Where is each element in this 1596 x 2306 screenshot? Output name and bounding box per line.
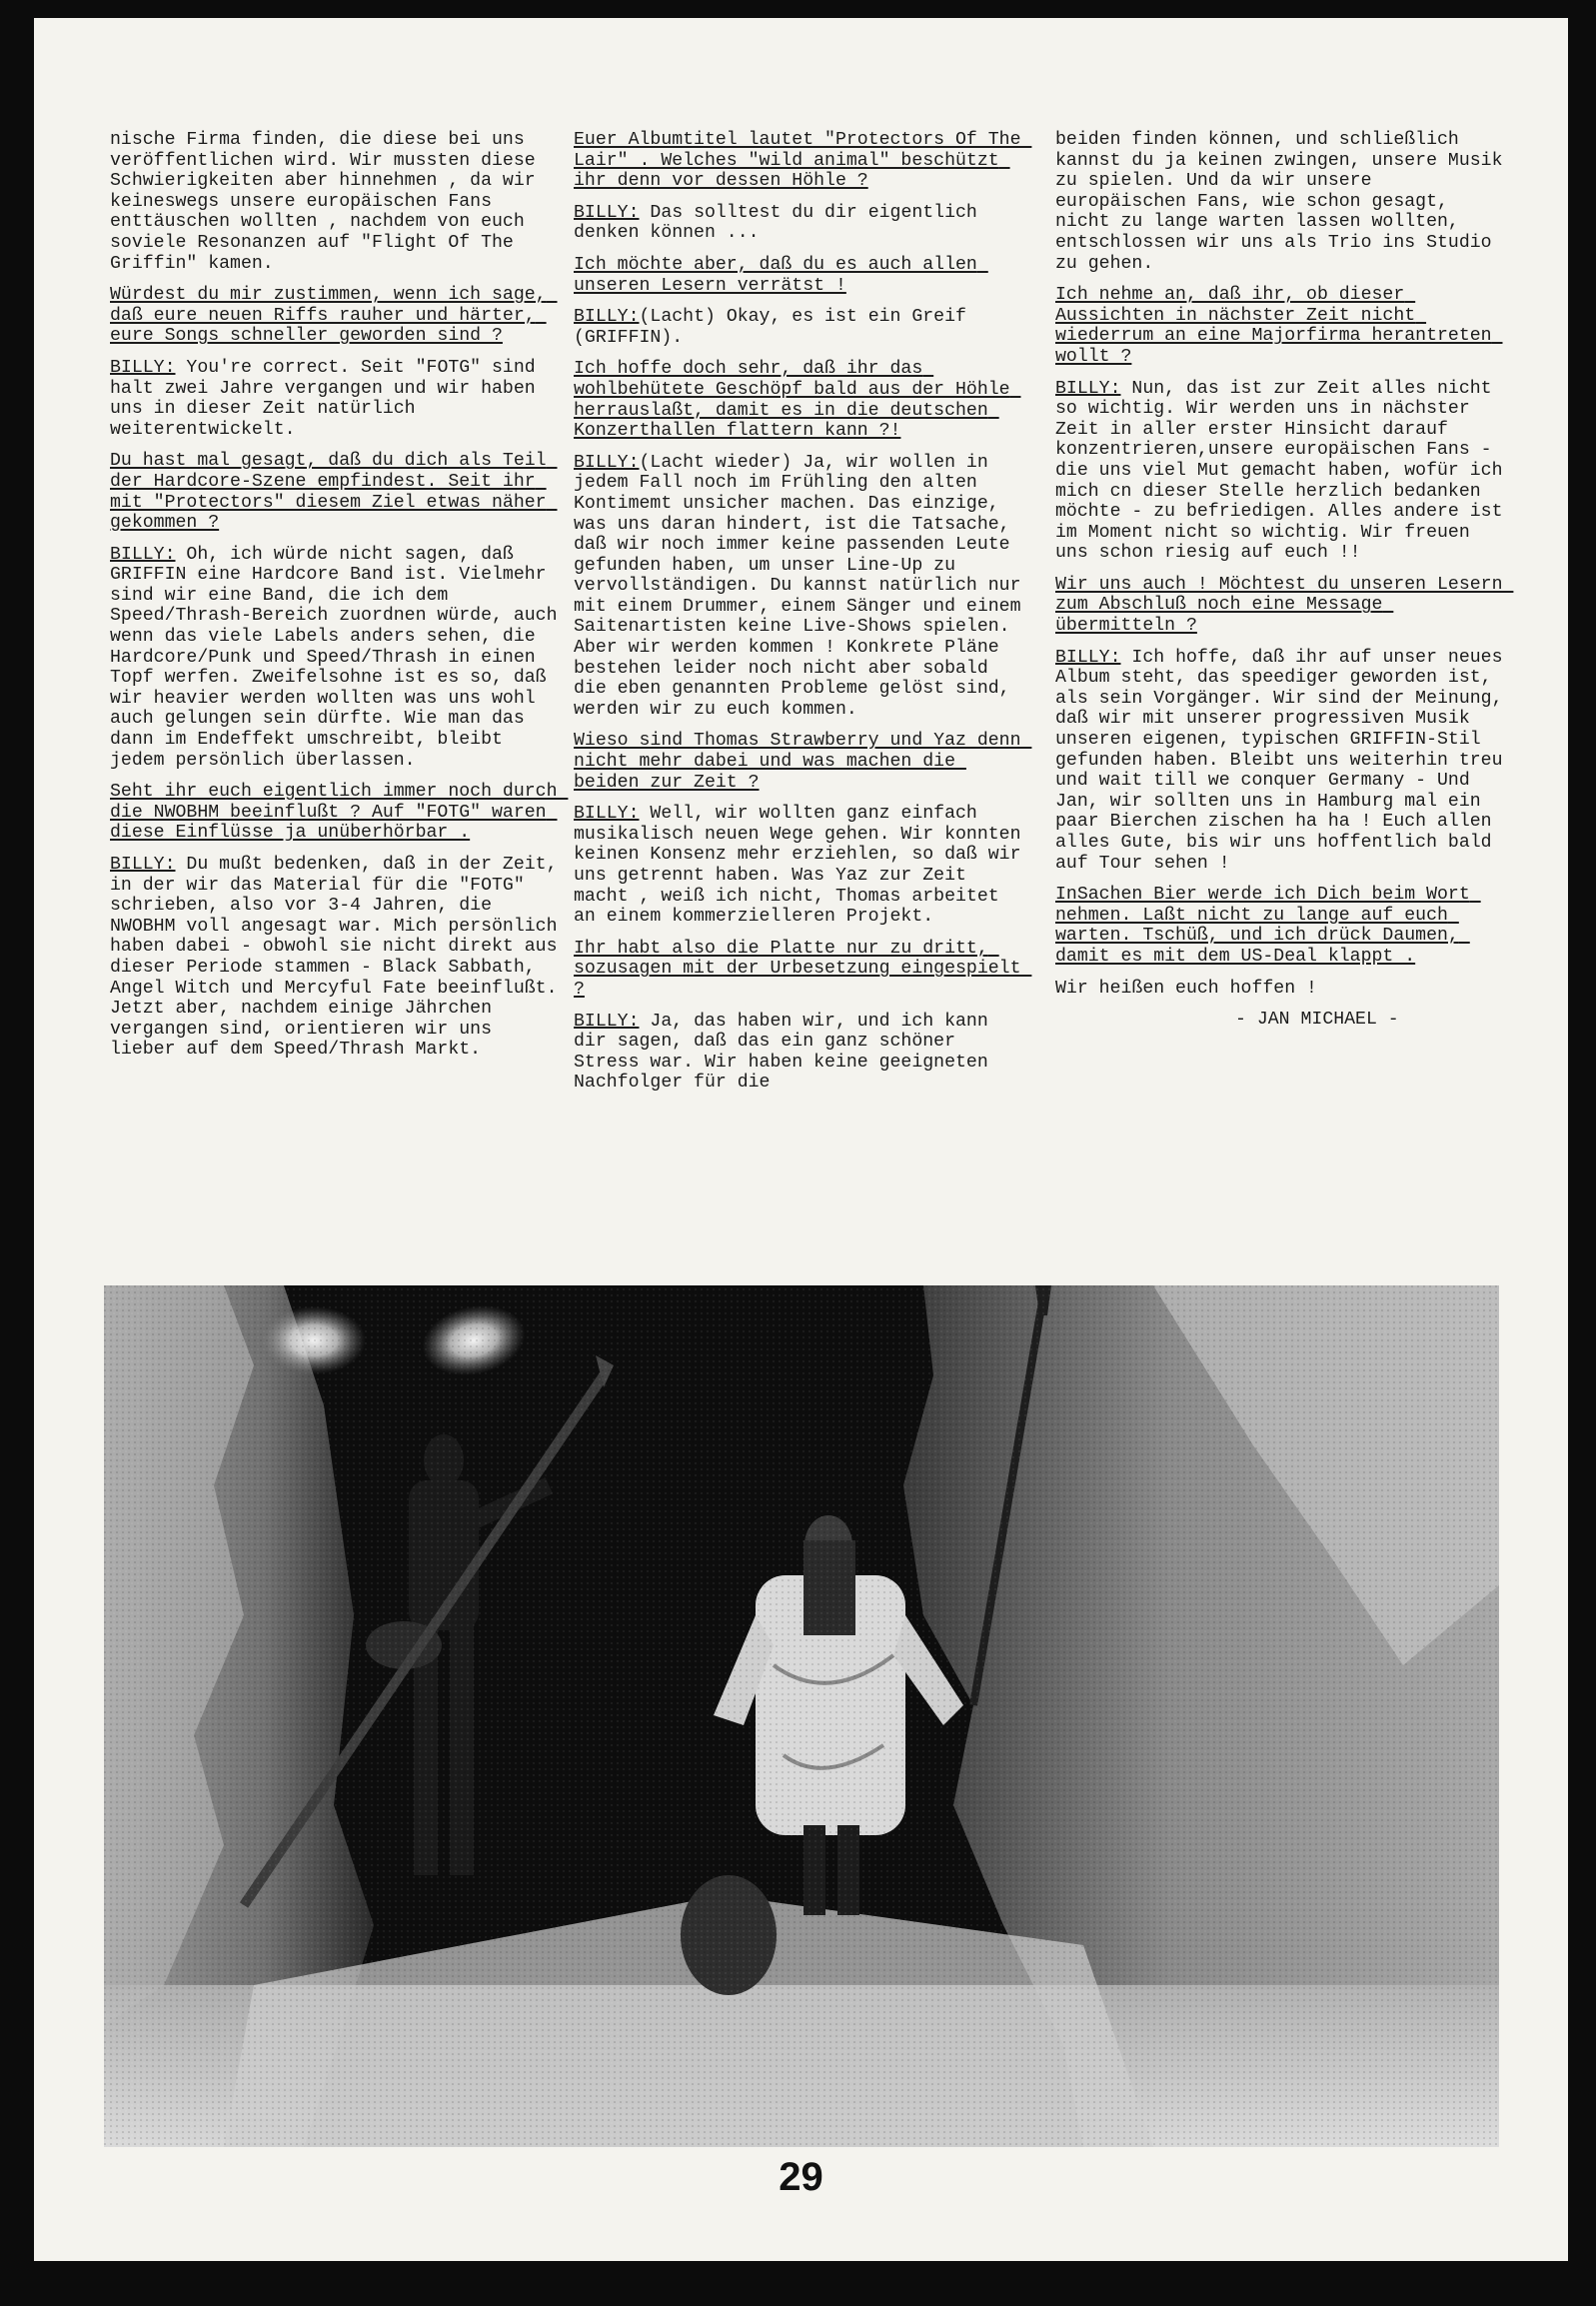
speaker-label: BILLY: — [1055, 647, 1121, 668]
paragraph-text: Seht ihr euch eigentlich immer noch durch die NWOBHM beeinflußt ? Auf "FOTG" waren diese Einflüsse ja unüberhörbar . — [110, 782, 569, 844]
speaker-label: BILLY: — [110, 357, 176, 378]
interview-question — [574, 359, 1025, 441]
speaker-label: BILLY: — [574, 307, 640, 328]
interview-answer — [574, 1012, 1025, 1094]
magazine-page — [34, 18, 1568, 2261]
interview-question — [110, 782, 569, 844]
interview-answer — [574, 203, 1025, 244]
paragraph-text: nische Firma finden, die diese bei uns veröffentlichen wird. Wir mussten diese Schwierigkeiten aber hinnehmen , da wir keineswegs unsere europäischen Fans enttäuschen wollten , nachdem von euch soviele Resonanzen auf "Flight Of The Griffin" kamen. — [110, 130, 547, 274]
band-photo-cave — [104, 1285, 1499, 2147]
paragraph-text: Wir heißen euch hoffen ! — [1055, 978, 1317, 999]
interview-question — [574, 731, 1032, 793]
interview-answer — [574, 307, 1025, 348]
paragraph-text: Ich nehme an, daß ihr, ob dieser Aussichten in nächster Zeit nicht wiederrum an eine Majorfirma herantreten wollt ? — [1055, 285, 1503, 367]
speaker-label: BILLY: — [110, 544, 176, 565]
article-column-2 — [574, 130, 1032, 1105]
paragraph-text: Ihr habt also die Platte nur zu dritt, sozusagen mit der Urbesetzung eingespielt ? — [574, 938, 1032, 1000]
interview-question — [574, 255, 1025, 296]
interview-answer — [1055, 378, 1514, 564]
article-columns — [110, 130, 1514, 1269]
paragraph-text: Ich hoffe, daß ihr auf unser neues Album steht, das speediger geworden ist, als sein Vorgänger. Wir sind der Meinung, daß wir mit unserer progressiven Musik unseren eigenen, typischen GRIFFIN-Stil gefunden haben. Bleibt uns weiterhin treu und wait till we conquer Germany - Und Jan, wir sollten uns in Hamburg mal ein paar Bierchen zischen ha ha ! Euch allen alles Gute, bis wir uns hoffentlich bald auf Tour sehen ! — [1055, 647, 1514, 874]
paragraph-text: Oh, ich würde nicht sagen, daß GRIFFIN eine Hardcore Band ist. Vielmehr sind wir eine Band, die ich dem Speed/Thrash-Bereich zuordnen würde, auch wenn das viele Labels anders sehen, die Hardcore/Punk und Speed/Thrash in einen Topf werfen. Zweifelsohne ist es so, daß wir heavier werden wollten was uns wohl auch gelungen sein dürfte. Wie man das dann im Endeffekt umschreibt, bleibt jedem persönlich überlassen. — [110, 544, 569, 771]
speaker-label: BILLY: — [1055, 378, 1121, 399]
interview-question — [1055, 885, 1507, 967]
interview-answer — [1055, 979, 1507, 1000]
paragraph-text: beiden finden können, und schließlich kannst du ja keinen zwingen, unsere Musik zu spielen. Und da wir unsere europäischen Fans, wie schon gesagt, nicht zu lange warten lassen wollten, entschlossen wir uns als Trio ins Studio zu gehen. — [1055, 130, 1514, 274]
paragraph-text: Du mußt bedenken, daß in der Zeit, in der wir das Material für die "FOTG" schrieben, also vor 3-4 Jahren, die NWOBHM voll angesagt war. Mich persönlich haben dabei - obwohl sie nicht direkt aus dieser Periode stammen - Black Sabbath, Angel Witch und Mercyful Fate beeinflußt. Jetzt aber, nachdem einige Jährchen vergangen sind, orientieren wir uns lieber auf dem Speed/Thrash Markt. — [110, 855, 569, 1061]
interview-answer — [110, 130, 562, 274]
interview-question — [574, 938, 1032, 1001]
paragraph-text: Ich hoffe doch sehr, daß ihr das wohlbehütete Geschöpf bald aus der Höhle herrauslaßt, damit es in die deutschen Konzerthallen flattern kann ?! — [574, 359, 1021, 442]
paragraph-text: You're correct. Seit "FOTG" sind halt zwei Jahre vergangen und wir haben uns in dieser Zeit natürlich weiterentwickelt. — [110, 357, 547, 440]
author-signature — [1055, 1010, 1507, 1031]
interview-question — [110, 451, 562, 533]
paragraph-text: Euer Albumtitel lautet "Protectors Of The Lair" . Welches "wild animal" beschützt ihr denn vor dessen Höhle ? — [574, 130, 1032, 192]
speaker-label: BILLY: — [574, 452, 640, 473]
paragraph-text: Wir uns auch ! Möchtest du unseren Lesern zum Abschluß noch eine Message übermitteln ? — [1055, 574, 1514, 637]
interview-answer — [110, 358, 562, 440]
paragraph-text: - JAN MICHAEL - — [1235, 1010, 1399, 1031]
paragraph-text: Ich möchte aber, daß du es auch allen unseren Lesern verrätst ! — [574, 254, 988, 296]
paragraph-text: Wieso sind Thomas Strawberry und Yaz denn nicht mehr dabei und was machen die beiden zur Zeit ? — [574, 731, 1032, 793]
paragraph-text: (Lacht) Okay, es ist ein Greif (GRIFFIN). — [574, 307, 977, 348]
paragraph-text: Ja, das haben wir, und ich kann dir sagen, daß das ein ganz schöner Stress war. Wir haben keine geeigneten Nachfolger für die — [574, 1011, 999, 1094]
interview-question — [574, 130, 1032, 192]
paragraph-text: Well, wir wollten ganz einfach musikalisch neuen Wege gehen. Wir konnten keinen Konsenz mehr erziehlen, so daß wir uns getrennt haben. Was Yaz zur Zeit macht , weiß ich nicht, Thomas arbeitet an einem kommerzielleren Projekt. — [574, 804, 1032, 928]
article-column-3 — [1055, 130, 1514, 1042]
paragraph-text: Nun, das ist zur Zeit alles nicht so wichtig. Wir werden uns in nächster Zeit in aller erster Hinsicht darauf konzentrieren,unsere europäischen Fans - die uns viel Mut gemacht haben, wofür ich mich cn dieser Stelle herzlich bedanken möchte - zu befriedigen. Alles andere ist im Moment nicht so wichtig. Wir freuen uns schon riesig auf euch !! — [1055, 378, 1514, 564]
paragraph-text: (Lacht wieder) Ja, wir wollen in jedem Fall noch im Frühling den alten Kontimemt unsicher machen. Das einzige, was uns daran hindert, ist die Tatsache, daß wir noch immer keine passenden Leute gefunden haben, um unser Line-Up zu vervollständigen. Du kannst natürlich nur mit einem Drummer, einem Sänger und einem Saitenartisten keine Live-Shows spielen. Aber wir werden kommen ! Konkrete Pläne bestehen leider noch nicht aber sobald die eben genannten Probleme gelöst sind, werden wir zu euch kommen. — [574, 452, 1032, 720]
paragraph-text: InSachen Bier werde ich Dich beim Wort nehmen. Laßt nicht zu lange auf euch warten. Tschüß, und ich drück Daumen, damit es mit dem US-Deal klappt . — [1055, 885, 1481, 967]
article-column-1 — [110, 130, 569, 1072]
speaker-label: BILLY: — [574, 1011, 640, 1032]
interview-answer — [1055, 130, 1514, 274]
paragraph-text: Du hast mal gesagt, daß du dich als Teil der Hardcore-Szene empfindest. Seit ihr mit "Protectors" diesem Ziel etwas näher gekommen ? — [110, 451, 558, 534]
speaker-label: BILLY: — [574, 804, 640, 825]
interview-answer — [1055, 647, 1514, 875]
interview-question — [1055, 574, 1514, 637]
interview-answer — [574, 452, 1032, 721]
speaker-label: BILLY: — [110, 855, 176, 875]
page-number: 29 — [779, 2155, 823, 2199]
interview-question — [1055, 285, 1507, 367]
interview-answer — [110, 855, 569, 1061]
paragraph-text: Das solltest du dir eigentlich denken können ... — [574, 202, 988, 244]
speaker-label: BILLY: — [574, 202, 640, 223]
interview-question — [110, 285, 562, 347]
interview-answer — [110, 544, 569, 772]
interview-answer — [574, 804, 1032, 928]
paragraph-text: Würdest du mir zustimmen, wenn ich sage, daß eure neuen Riffs rauher und härter, eure Songs schneller geworden sind ? — [110, 285, 558, 347]
